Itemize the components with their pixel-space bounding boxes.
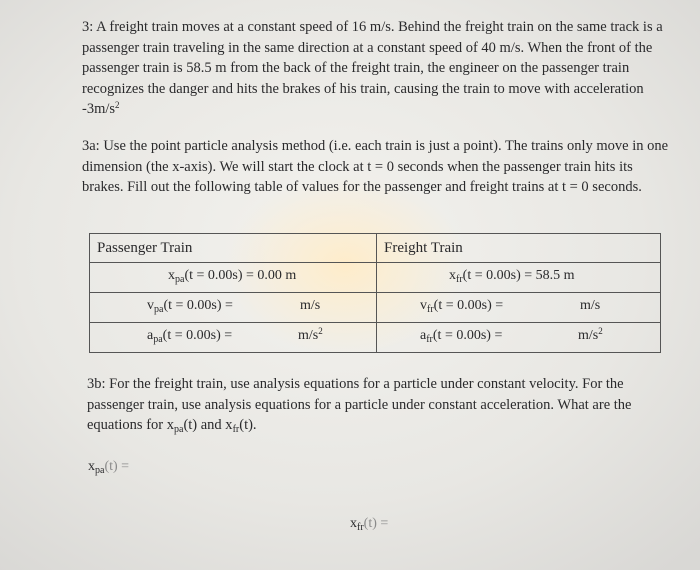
freight-header-cell bbox=[377, 234, 661, 263]
symbol: x bbox=[88, 459, 95, 474]
symbol: v bbox=[420, 298, 427, 313]
freight-acceleration-cell[interactable] bbox=[377, 323, 661, 353]
unit: m/s bbox=[578, 328, 599, 343]
problem-intro-exponent: 2 bbox=[115, 100, 120, 110]
freight-velocity-cell[interactable] bbox=[377, 293, 661, 323]
symbol: a bbox=[147, 328, 154, 343]
part-b-mid: (t) and x bbox=[183, 417, 233, 433]
expression: (t = 0.00s) = bbox=[162, 328, 233, 343]
subscript: pa bbox=[153, 334, 163, 345]
passenger-position-cell[interactable] bbox=[90, 263, 377, 293]
passenger-acceleration-cell[interactable] bbox=[90, 323, 377, 353]
table-row-velocity bbox=[90, 293, 661, 323]
passenger-train-header: Passenger Train bbox=[97, 239, 193, 256]
subscript: pa bbox=[175, 274, 185, 285]
symbol: a bbox=[420, 328, 427, 343]
expression: (t = 0.00s) = bbox=[432, 328, 503, 343]
part-a-instructions: 3a: Use the point particle analysis method (i.e. each train is just a point). The trains only move in one dimension (the x-axis). We will start the clock at t = 0 seconds when the passenger train hits its brakes. Fill out the following table of values for the passenger and freight trains at t = 0 seconds. bbox=[82, 138, 669, 195]
table-row-position bbox=[90, 263, 661, 293]
problem-intro-text: 3: A freight train moves at a constant speed of 16 m/s. Behind the freight train on the same track is a passenger train traveling in the same direction at a constant speed of 40 m/s. When the front of the passenger train is 58.5 m from the back of the freight train, the engineer on the passenger train recognizes the danger and hits the brakes of his train, causing the train to move with acceleration -3m/s bbox=[82, 19, 663, 117]
subscript: fr bbox=[427, 304, 434, 315]
expression: (t = 0.00s) = bbox=[163, 298, 233, 313]
expression: (t = 0.00s) = 58.5 m bbox=[462, 268, 575, 283]
unit: m/s bbox=[298, 328, 319, 343]
unit-exponent: 2 bbox=[318, 326, 323, 336]
unit: m/s bbox=[300, 298, 321, 313]
subscript: fr bbox=[456, 274, 463, 285]
part-b-instructions bbox=[87, 374, 667, 436]
symbol: x bbox=[350, 516, 357, 531]
subscript: fr bbox=[426, 334, 433, 345]
equation-tail: (t) = bbox=[363, 516, 389, 531]
part-b-text: 3b: For the freight train, use analysis equations for a particle under constant velocity. For the passenger train, use analysis equations for a particle under constant acceleration. What are the equations for x bbox=[87, 376, 632, 433]
subscript: pa bbox=[154, 304, 164, 315]
expression: (t = 0.00s) = 0.00 m bbox=[184, 268, 297, 283]
symbol: x bbox=[449, 268, 456, 283]
table-row-acceleration bbox=[90, 323, 661, 353]
passenger-header-cell bbox=[90, 234, 377, 263]
symbol: x bbox=[168, 268, 175, 283]
symbol: v bbox=[147, 298, 154, 313]
table-header-row bbox=[90, 234, 661, 263]
unit: m/s bbox=[580, 298, 601, 313]
freight-position-equation[interactable] bbox=[350, 516, 388, 532]
initial-values-table bbox=[89, 233, 661, 353]
subscript: pa bbox=[95, 465, 105, 476]
passenger-velocity-cell[interactable] bbox=[90, 293, 377, 323]
unit-exponent: 2 bbox=[598, 326, 603, 336]
part-b-sub-fr: fr bbox=[232, 424, 240, 435]
passenger-position-equation[interactable] bbox=[88, 459, 129, 475]
part-b-end: (t). bbox=[239, 417, 257, 433]
problem-intro bbox=[82, 17, 672, 120]
subscript: fr bbox=[357, 522, 364, 533]
freight-train-header: Freight Train bbox=[384, 239, 463, 256]
freight-position-cell[interactable] bbox=[377, 263, 661, 293]
equation-tail: (t) = bbox=[104, 459, 130, 474]
expression: (t = 0.00s) = bbox=[433, 298, 504, 313]
part-b-sub-pa: pa bbox=[173, 424, 184, 435]
